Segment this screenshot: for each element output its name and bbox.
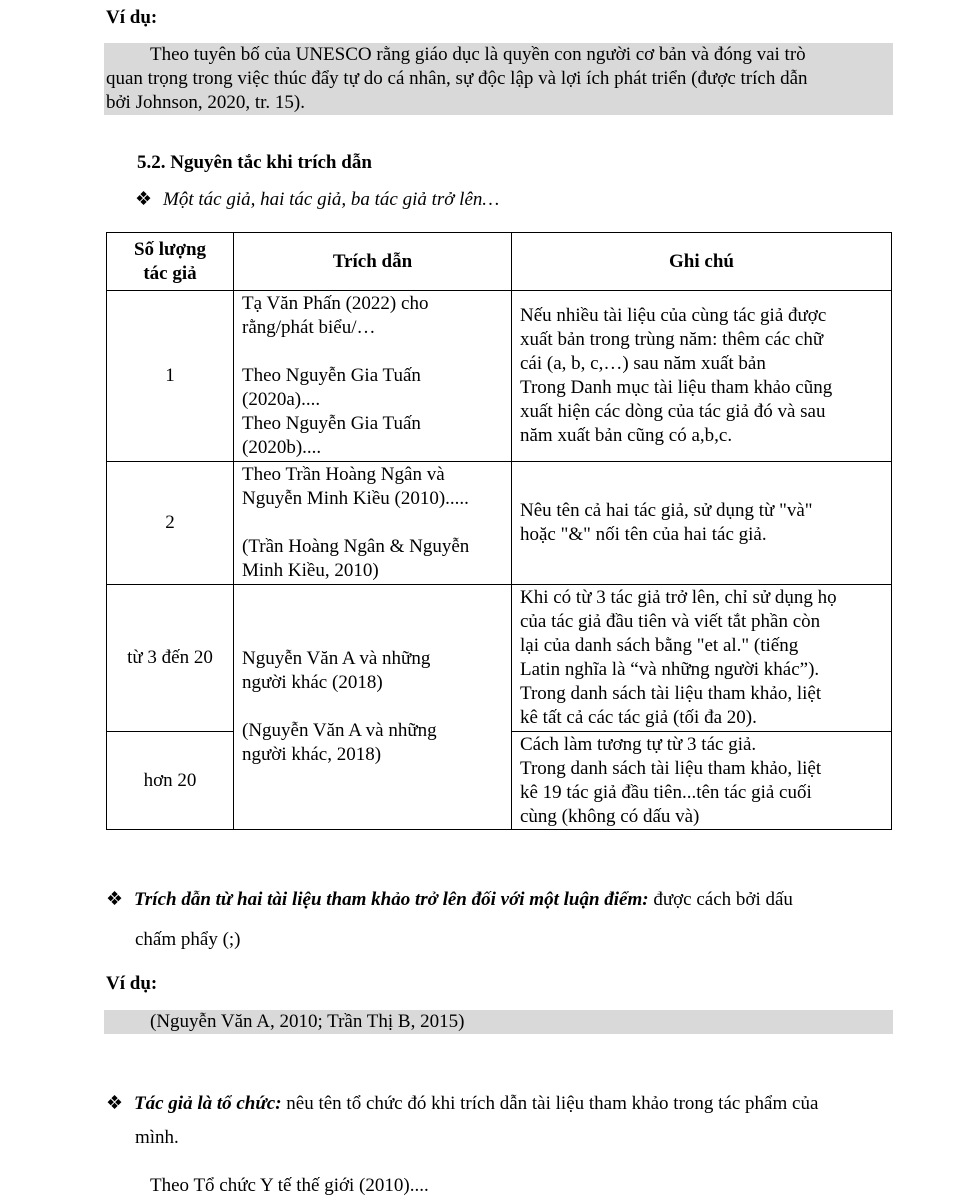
- note-cell: Khi có từ 3 tác giả trở lên, chỉ sử dụng họ của tác giả đầu tiên và viết tắt phần còn lại của danh sách bằng "et al." (tiếng Latin nghĩa là “và những người khác”). Trong danh sách tài liệu tham khảo, liệt kê tất cả các tác giả (tối đa 20).: [512, 585, 892, 732]
- example-quote-block: [104, 43, 893, 115]
- bullet-bold-text: Tác giả là tổ chức:: [134, 1093, 282, 1114]
- table-row: [107, 291, 892, 462]
- bullet-text: Một tác giả, hai tác giả, ba tác giả trở lên…: [163, 189, 500, 210]
- citation-cell: Theo Trần Hoàng Ngân và Nguyễn Minh Kiều (2010)..... (Trần Hoàng Ngân & Nguyễn Minh Kiều, 2010): [234, 462, 512, 585]
- bullet-item: [106, 888, 893, 912]
- note-cell: Cách làm tương tự từ 3 tác giả. Trong danh sách tài liệu tham khảo, liệt kê 19 tác giả đầu tiên...tên tác giả cuối cùng (không có dấu và): [512, 732, 892, 830]
- table-row: [107, 585, 892, 732]
- author-count-cell: 2: [107, 462, 234, 585]
- bullet-continuation: chấm phẩy (;): [135, 929, 241, 950]
- author-count-cell: 1: [107, 291, 234, 462]
- bullet-text: nêu tên tổ chức đó khi trích dẫn tài liệu tham khảo trong tác phẩm của: [281, 1093, 819, 1114]
- table-row: [107, 462, 892, 585]
- example-heading: Ví dụ:: [106, 7, 158, 28]
- bullet-item: [135, 188, 499, 212]
- author-count-cell: từ 3 đến 20: [107, 585, 234, 732]
- example-quote-line: bởi Johnson, 2020, tr. 15).: [106, 92, 305, 113]
- bullet-text: được cách bởi dấu: [648, 889, 793, 910]
- diamond-bullet-icon: ❖: [106, 889, 124, 910]
- section-title: Nguyên tắc khi trích dẫn: [170, 152, 372, 173]
- citation-rules-table: [106, 232, 892, 830]
- header-author-count: Số lượng tác giả: [107, 233, 234, 291]
- citation-cell: Nguyễn Văn A và những người khác (2018) (Nguyễn Văn A và những người khác, 2018): [234, 585, 512, 830]
- bullet-bold-text: Trích dẫn từ hai tài liệu tham khảo trở lên đối với một luận điểm:: [134, 889, 649, 910]
- citation-example-line: Theo Tổ chức Y tế thế giới (2010)....: [150, 1175, 429, 1196]
- note-cell: Nếu nhiều tài liệu của cùng tác giả được xuất bản trong trùng năm: thêm các chữ cái (a, b, c,…) sau năm xuất bản Trong Danh mục tài liệu tham khảo cũng xuất hiện các dòng của tác giả đó và sau năm xuất bản cũng có a,b,c.: [512, 291, 892, 462]
- section-heading: [137, 151, 372, 175]
- bullet-continuation: mình.: [135, 1127, 179, 1148]
- header-citation: Trích dẫn: [234, 233, 512, 291]
- section-number: 5.2.: [137, 152, 166, 173]
- citation-cell: Tạ Văn Phấn (2022) cho rằng/phát biểu/… Theo Nguyễn Gia Tuấn (2020a).... Theo Nguyễn Gia Tuấn (2020b)....: [234, 291, 512, 462]
- example-quote-line: quan trọng trong việc thúc đẩy tự do cá nhân, sự độc lập và lợi ích phát triển (được trích dẫn: [106, 68, 808, 89]
- bullet-item: [106, 1092, 893, 1116]
- header-note: Ghi chú: [512, 233, 892, 291]
- author-count-cell: hơn 20: [107, 732, 234, 830]
- example-heading: Ví dụ:: [106, 973, 158, 994]
- table-header-row: [107, 233, 892, 291]
- example-quote-block: [104, 1010, 893, 1034]
- diamond-bullet-icon: ❖: [135, 189, 153, 210]
- example-quote-line: Theo tuyên bố của UNESCO rằng giáo dục là quyền con người cơ bản và đóng vai trò: [150, 44, 806, 65]
- note-cell: Nêu tên cả hai tác giả, sử dụng từ "và" hoặc "&" nối tên của hai tác giả.: [512, 462, 892, 585]
- example-quote-line: (Nguyễn Văn A, 2010; Trần Thị B, 2015): [150, 1011, 465, 1032]
- diamond-bullet-icon: ❖: [106, 1093, 124, 1114]
